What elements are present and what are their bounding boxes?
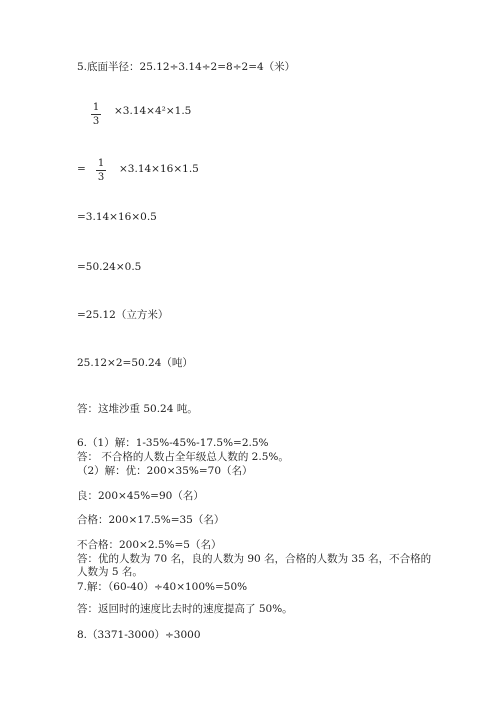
- q5-step2-fraction: [96, 158, 106, 184]
- q7-answer: 答：返回时的速度比去时的速度提高了 50%。: [77, 603, 293, 615]
- q5-step4: =50.24×0.5: [77, 261, 142, 273]
- q5-radius-line: 5.底面半径：25.12÷3.14÷2=8÷2=4（米）: [77, 61, 296, 73]
- q5-answer: 答：这堆沙重 50.24 吨。: [77, 403, 198, 415]
- fraction-bar: [91, 114, 101, 115]
- q8-line1: 8.（3371-3000）÷3000: [77, 629, 201, 641]
- q5-step2-prefix: =: [77, 163, 86, 175]
- fraction-bar: [96, 170, 106, 171]
- q6-line2: 答： 不合格的人数占全年级总人数的 2.5%。: [77, 451, 289, 463]
- fraction-numerator: 1: [92, 102, 100, 113]
- q6-line1: 6.（1）解：1-35%-45%-17.5%=2.5%: [77, 437, 269, 449]
- fraction-denominator: 3: [97, 172, 105, 183]
- q5-step5: =25.12（立方米）: [77, 309, 169, 321]
- fraction-denominator: 3: [92, 116, 100, 127]
- q5-step1-fraction: [91, 102, 101, 128]
- q6-line4: 良：200×45%=90（名）: [77, 490, 204, 502]
- q6-line5: 合格：200×17.5%=35（名）: [77, 514, 225, 526]
- q5-step6: 25.12×2=50.24（吨）: [77, 357, 193, 369]
- q6-answer: 答：优的人数为 70 名，良的人数为 90 名，合格的人数为 35 名，不合格的人数为 5 名。: [77, 553, 432, 578]
- q5-step3: =3.14×16×0.5: [77, 211, 157, 223]
- q5-step1-expression: ×3.14×4²×1.5: [114, 105, 192, 117]
- q7-line1: 7.解：（60-40）÷40×100%=50%: [77, 581, 248, 593]
- q5-step2-expression: ×3.14×16×1.5: [119, 163, 199, 175]
- q6-line3: （2）解：优：200×35%=70（名）: [77, 465, 253, 477]
- q6-line6: 不合格：200×2.5%=5（名）: [77, 539, 222, 551]
- fraction-numerator: 1: [97, 158, 105, 169]
